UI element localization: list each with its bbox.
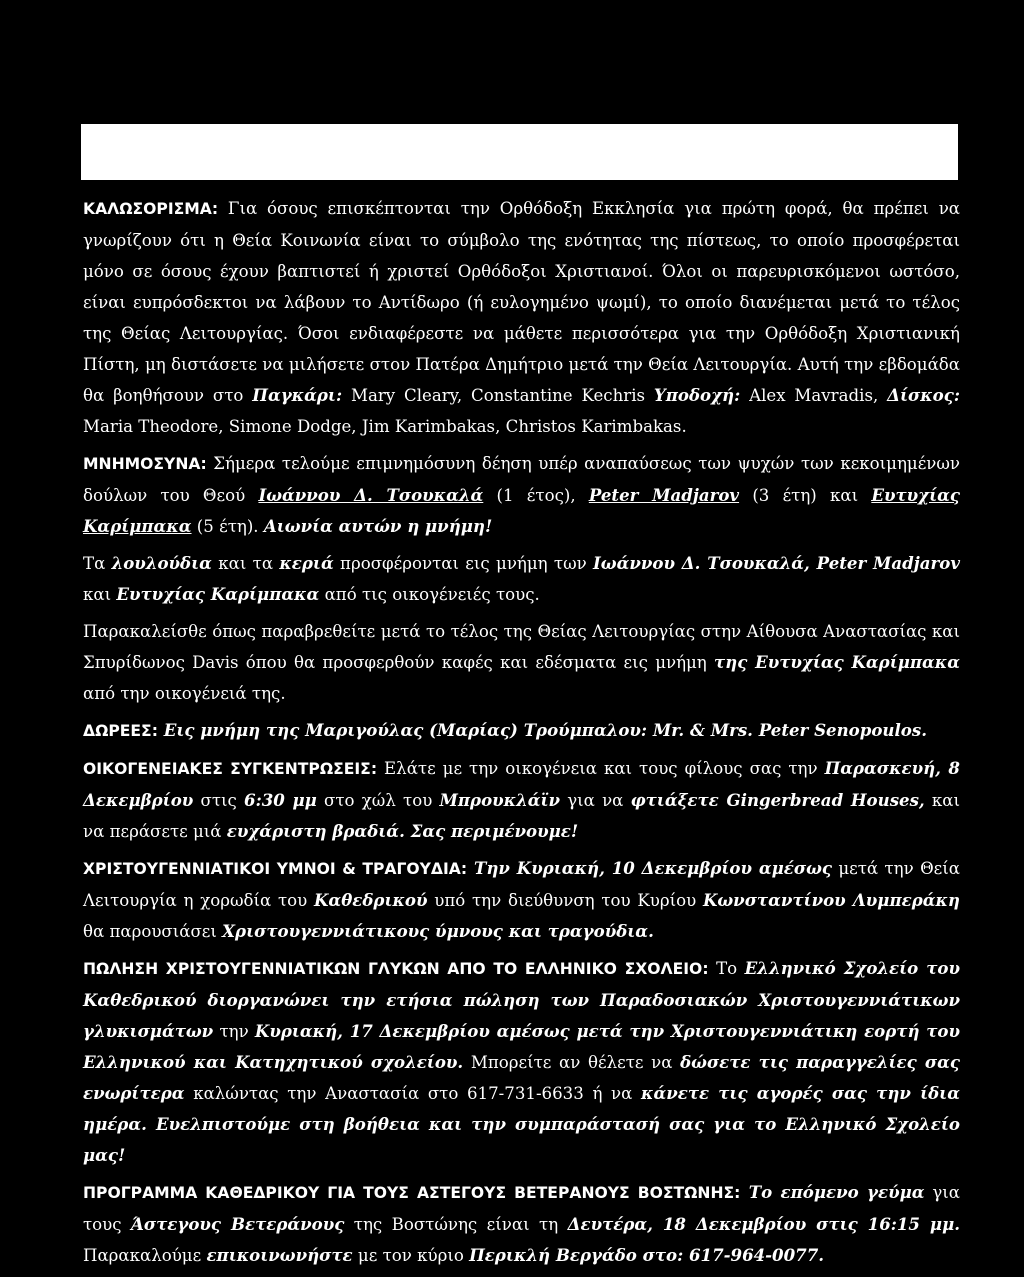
memorial-closing: Αιωνία αυτών η μνήμη! <box>263 516 493 536</box>
sweets-text-4: καλώντας την Αναστασία στο 617-731-6633 ή να <box>184 1084 642 1103</box>
sweets-part-1: Ελληνικό Σχολείο του Καθεδρικού διοργανώνει την ετήσια πώληση των Παραδοσιακών Χριστουγεννιάτικων γλυκισμάτων <box>83 958 960 1041</box>
veterans-text-4: με τον κύριο <box>352 1246 470 1265</box>
family-heading: ΟΙΚΟΓΕΝΕΙΑΚΕΣ ΣΥΓΚΕΝΤΡΩΣΕΙΣ: <box>83 760 378 778</box>
welcome-paragraph <box>83 193 960 442</box>
coffee-paragraph <box>83 616 960 709</box>
family-time: 6:30 μμ <box>244 790 317 810</box>
family-date: Παρασκευή, 8 Δεκεμβρίου <box>83 758 960 810</box>
candles-word: κεριά <box>279 553 334 573</box>
memorial-intro: Σήμερα τελούμε επιμνημόσυνη δέηση υπέρ αναπαύσεως των ψυχών των κεκοιμημένων δούλων του Θεού <box>83 454 960 505</box>
carols-cathedral: Καθεδρικού <box>314 890 428 910</box>
family-paragraph <box>83 753 960 847</box>
memorial-years-2: (3 έτη) και <box>739 486 872 505</box>
veterans-text-3: Παρακαλούμε <box>83 1246 207 1265</box>
family-text-4: για να <box>560 791 631 810</box>
flowers-text-4: και <box>83 585 117 604</box>
header-band <box>81 124 958 180</box>
ypodoxi-label: Υποδοχή: <box>653 385 741 405</box>
welcome-text: Για όσους επισκέπτονται την Ορθόδοξη Εκκλησία για πρώτη φορά, θα πρέπει να γνωρίζουν ότι η Θεία Κοινωνία είναι το σύμβολο της ενότητας της πίστεως, το οποίο προσφέρεται μόνο σε όσους έχουν βαπτιστεί ή χριστεί Ορθόδοξοι Χριστιανοί. Όλοι οι παρευρισκόμενοι ωστόσο, είναι ευπρόσδεκτοι να λάβουν το Αντίδωρο (ή ευλογημένο ψωμί), το οποίο διανέμεται μετά το τέλος της Θείας Λειτουργίας. Όσοι ενδιαφέρεστε να μάθετε περισσότερα για την Ορθόδοξη Χριστιανική Πίστη, μη διστάσετε να μιλήσετε στον Πατέρα Δημήτριο μετά την Θεία Λειτουργία. Αυτή την εβδομάδα θα βοηθήσουν στο <box>83 199 960 405</box>
coffee-name: της Ευτυχίας Καρίμπακα <box>713 652 960 672</box>
coffee-text: Παρακαλείσθε όπως παραβρεθείτε μετά το τέλος της Θείας Λειτουργίας στην Αίθουσα Αναστασίας και Σπυρίδωνος Davis όπου θα προσφερθούν καφές και εδέσματα εις μνήμη <box>83 622 960 672</box>
sweets-text-2: την <box>213 1022 255 1041</box>
sweets-part-5: Ευελπιστούμε στη βοήθεια και την συμπαράστασή σας για το Ελληνικό Σχολείο μας! <box>83 1114 960 1165</box>
veterans-part-5: Περικλή Βεργάδο στο: 617-964-0077. <box>469 1245 825 1265</box>
veterans-text-1: για τους <box>83 1183 960 1234</box>
family-evening: ευχάριστη βραδιά. Σας περιμένουμε! <box>226 821 579 841</box>
veterans-paragraph <box>83 1177 960 1271</box>
memorial-years-3: (5 έτη). <box>191 517 264 536</box>
donations-text: Εις μνήμη της Μαριγούλας (Μαρίας) Τρούμπαλου: Mr. & Mrs. Peter Senopoulos. <box>157 720 927 740</box>
sweets-part-2: Κυριακή, 17 Δεκεμβρίου αμέσως μετά την Χριστουγεννιάτικη εορτή του Ελληνικού και Κατηχητικού σχολείου. <box>83 1021 961 1072</box>
memorial-name-2: Peter Madjarov <box>588 485 740 505</box>
sweets-paragraph <box>83 953 960 1171</box>
veterans-part-2: Άστεγους Βετεράνους <box>131 1214 345 1234</box>
flowers-text-3: προσφέρονται εις μνήμη των <box>333 554 594 573</box>
family-place: Μπρουκλάϊν <box>439 790 561 810</box>
sweets-part-4: κάνετε τις αγορές σας την ίδια ημέρα. <box>83 1083 960 1134</box>
veterans-heading: ΠΡΟΓΡΑΜΜΑ ΚΑΘΕΔΡΙΚΟΥ ΓΙΑ ΤΟΥΣ ΑΣΤΕΓΟΥΣ ΒΕΤΕΡΑΝΟΥΣ ΒΟΣΤΩΝΗΣ: <box>83 1184 741 1202</box>
carols-director: Κωνσταντίνου Λυμπεράκη <box>702 890 960 910</box>
diskos-label: Δίσκος: <box>887 385 960 405</box>
memorial-heading: ΜΝΗΜΟΣΥΝΑ: <box>83 455 207 473</box>
flowers-name-3: Ευτυχίας Καρίμπακα <box>116 584 320 604</box>
family-activity: φτιάξετε Gingerbread Houses, <box>630 790 925 810</box>
flowers-text-5: από τις οικογένειές τους. <box>319 585 540 604</box>
pangari-names: Mary Cleary, Constantine Kechris <box>342 386 654 405</box>
veterans-part-4: επικοινωνήστε <box>206 1245 353 1265</box>
ypodoxi-names: Alex Mavradis, <box>740 386 888 405</box>
carols-what: Χριστουγεννιάτικους ύμνους και τραγούδια. <box>222 921 654 941</box>
carols-text-3: θα παρουσιάσει <box>83 922 223 941</box>
flowers-text-1: Τα <box>83 554 112 573</box>
carols-paragraph <box>83 853 960 947</box>
memorial-paragraph <box>83 448 960 542</box>
memorial-years-1: (1 έτος), <box>483 486 589 505</box>
family-text-1: Ελάτε με την οικογένεια και τους φίλους σας την <box>377 759 825 778</box>
flowers-names: Ιωάννου Δ. Τσουκαλά, Peter Madjarov <box>593 553 960 573</box>
family-text-2: στις <box>193 791 245 810</box>
memorial-name-1: Ιωάννου Δ. Τσουκαλά <box>258 485 484 505</box>
sweets-text-3: Μπορείτε αν θέλετε να <box>463 1053 681 1072</box>
sweets-text-1: Το <box>708 959 745 978</box>
diskos-names: Maria Theodore, Simone Dodge, Jim Karimbakas, Christos Karimbakas. <box>83 417 687 436</box>
carols-text-1: μετά την Θεία Λειτουργία η χορωδία του <box>83 859 960 910</box>
memorial-name-3: Ευτυχίας Καρίμπακα <box>83 485 960 536</box>
family-text-3: στο χώλ του <box>316 791 440 810</box>
carols-text-2: υπό την διεύθυνση του Κυρίου <box>427 891 703 910</box>
carols-heading: ΧΡΙΣΤΟΥΓΕΝΝΙΑΤΙΚΟΙ ΥΜΝΟΙ & ΤΡΑΓΟΥΔΙΑ: <box>83 860 468 878</box>
flowers-paragraph <box>83 548 960 610</box>
donations-paragraph <box>83 715 960 747</box>
carols-when: Την Κυριακή, 10 Δεκεμβρίου αμέσως <box>467 858 832 878</box>
coffee-end: από την οικογένειά της. <box>83 684 286 703</box>
welcome-heading: ΚΑΛΩΣΟΡΙΣΜΑ: <box>83 200 219 218</box>
veterans-part-1: Το επόμενο γεύμα <box>740 1182 925 1202</box>
sweets-part-3: δώσετε τις παραγγελίες σας ενωρίτερα <box>83 1052 960 1103</box>
family-text-5: και να περάσετε μιά <box>83 791 961 841</box>
flowers-word: λουλούδια <box>111 553 212 573</box>
sweets-heading: ΠΩΛΗΣΗ ΧΡΙΣΤΟΥΓΕΝΝΙΑΤΙΚΩΝ ΓΛΥΚΩΝ ΑΠΟ ΤΟ ΕΛΛΗΝΙΚΟ ΣΧΟΛΕΙΟ: <box>83 960 709 978</box>
veterans-text-2: της Βοστώνης είναι τη <box>344 1215 568 1234</box>
bulletin-content <box>83 193 960 1277</box>
flowers-text-2: και τα <box>211 554 280 573</box>
veterans-part-3: Δευτέρα, 18 Δεκεμβρίου στις 16:15 μμ. <box>567 1214 961 1234</box>
donations-heading: ΔΩΡΕΕΣ: <box>83 722 158 740</box>
pangari-label: Παγκάρι: <box>252 385 343 405</box>
